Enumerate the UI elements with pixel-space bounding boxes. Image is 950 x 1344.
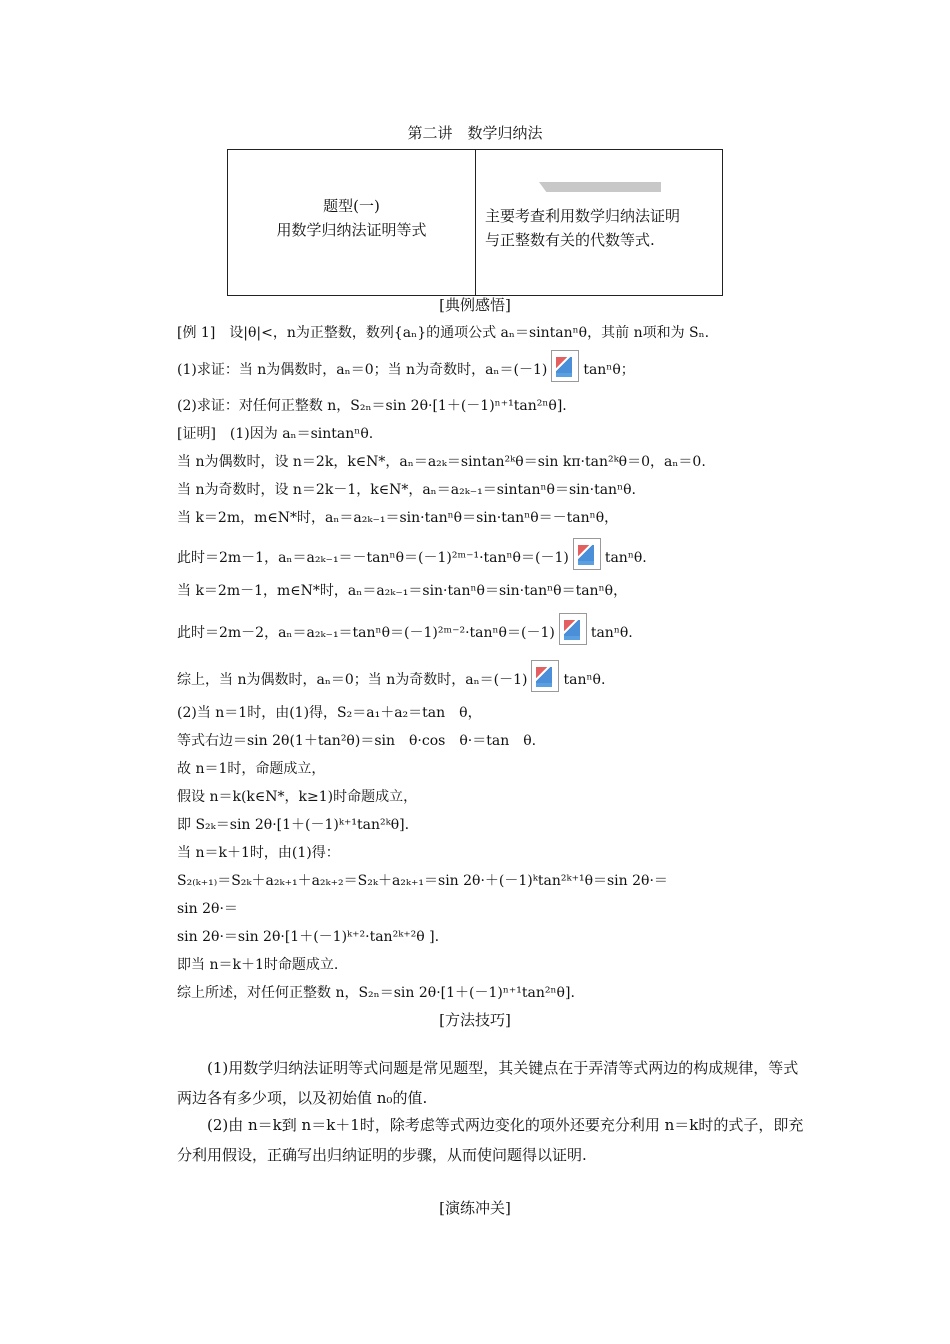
proof-part-2-step-formula-3: sin 2θ·＝sin 2θ·[1＋(－1)ᵏ⁺²·tan²ᵏ⁺²θ ]. (177, 929, 440, 945)
section-heading-examples: [典例感悟] (439, 296, 511, 314)
proof-line-case-k-even: 当 k＝2m，m∈N*时，aₙ＝a₂ₖ₋₁＝sin·tanⁿθ＝sin·tanⁿθ＝－tanⁿθ， (177, 510, 619, 526)
proof-line-case-k-odd: 当 k＝2m－1，m∈N*时，aₙ＝a₂ₖ₋₁＝sin·tanⁿθ＝sin·tanⁿθ＝tanⁿθ， (177, 583, 628, 599)
topic-description-cell (485, 204, 717, 252)
part-1-statement (177, 350, 635, 382)
proof-line-case-2-result (177, 613, 633, 645)
proof-part-2-hypothesis-formula: 即 S₂ₖ＝sin 2θ·[1＋(－1)ᵏ⁺¹tan²ᵏθ]. (177, 817, 410, 833)
example-statement: [例 1] 设|θ|<，n为正整数，数列{aₙ}的通项公式 aₙ＝sintanⁿθ，其前 n项和为 Sₙ. (177, 325, 710, 341)
proof-part-2-step-formula-1: S₂₍ₖ₊₁₎＝S₂ₖ＋a₂ₖ₊₁＋a₂ₖ₊₂＝S₂ₖ＋a₂ₖ₊₁＝sin 2θ·＋(－1)ᵏtan²ᵏ⁺¹θ＝sin 2θ·＝ (177, 873, 668, 889)
proof-line-case-2-text: 此时＝2m－2，aₙ＝a₂ₖ₋₁＝tanⁿθ＝(－1)²ᵐ⁻²·tanⁿθ＝(－1) (177, 625, 555, 641)
proof-line-even: 当 n为偶数时，设 n＝2k，k∈N*，aₙ＝a₂ₖ＝sintan²ᵏθ＝sin kπ·tan²ᵏθ＝0，aₙ＝0. (177, 454, 706, 470)
proof-line-odd: 当 n为奇数时，设 n＝2k－1，k∈N*，aₙ＝a₂ₖ₋₁＝sintanⁿθ＝sin·tanⁿθ. (177, 482, 637, 498)
part-2-statement: (2)求证：对任何正整数 n，S₂ₙ＝sin 2θ·[1＋(－1)ⁿ⁺¹tan²ⁿθ]. (177, 398, 567, 414)
broken-image-icon (531, 660, 559, 692)
broken-image-icon (573, 538, 601, 570)
broken-image-icon (551, 350, 579, 382)
page-title: 第二讲 数学归纳法 (407, 124, 543, 142)
topic-description-line-1: 主要考查利用数学归纳法证明 (485, 207, 681, 225)
proof-part-2-hypothesis: 假设 n＝k(k∈N*，k≥1)时命题成立， (177, 789, 418, 805)
section-heading-practice: [演练冲关] (439, 1199, 511, 1217)
proof-part-2-step-holds: 即当 n＝k＋1时命题成立. (177, 957, 339, 973)
method-paragraph-1: (1)用数学归纳法证明等式问题是常见题型，其关键点在于弄清等式两边的构成规律，等式两边各有多少项，以及初始值 n₀的值. (177, 1059, 799, 1107)
proof-part-2-base-holds: 故 n＝1时，命题成立， (177, 761, 326, 777)
proof-summary-1-text: 综上，当 n为偶数时，aₙ＝0；当 n为奇数时，aₙ＝(－1) (177, 672, 528, 688)
decorative-bar (539, 182, 661, 192)
part-1-text: (1)求证：当 n为偶数时，aₙ＝0；当 n为奇数时，aₙ＝(－1) (177, 362, 548, 378)
topic-type-name: 用数学归纳法证明等式 (276, 221, 427, 239)
broken-image-icon (559, 613, 587, 645)
proof-part-2-step-formula-2: sin 2θ·＝ (177, 901, 238, 917)
topic-type-label: 题型(一) (323, 197, 380, 215)
box-divider (475, 150, 476, 295)
section-heading-method: [方法技巧] (439, 1011, 511, 1029)
proof-line-case-1-text: 此时＝2m－1，aₙ＝a₂ₖ₋₁＝－tanⁿθ＝(－1)²ᵐ⁻¹·tanⁿθ＝(－1) (177, 550, 569, 566)
proof-start: [证明] (1)因为 aₙ＝sintanⁿθ. (177, 426, 374, 442)
method-paragraph-2: (2)由 n＝k到 n＝k＋1时，除考虑等式两边变化的项外还要充分利用 n＝k时的式子，即充分利用假设，正确写出归纳证明的步骤，从而使问题得以证明. (177, 1116, 804, 1164)
proof-summary-1 (177, 660, 605, 692)
proof-part-2-step: 当 n＝k＋1时，由(1)得： (177, 845, 340, 861)
topic-description-line-2: 与正整数有关的代数等式. (485, 231, 655, 249)
proof-conclusion: 综上所述，对任何正整数 n，S₂ₙ＝sin 2θ·[1＋(－1)ⁿ⁺¹tan²ⁿθ]. (177, 985, 575, 1001)
part-1-tail: tanⁿθ； (583, 362, 635, 378)
proof-summary-1-tail: tanⁿθ. (563, 672, 606, 688)
proof-part-2-rhs: 等式右边＝sin 2θ(1＋tan²θ)＝sin θ·cos θ·＝tan θ. (177, 733, 537, 749)
proof-line-case-1-result (177, 538, 647, 570)
proof-line-case-2-tail: tanⁿθ. (590, 625, 633, 641)
topic-type-cell (228, 194, 475, 242)
topic-box (227, 149, 723, 296)
proof-part-2-base: (2)当 n＝1时，由(1)得，S₂＝a₁＋a₂＝tan θ， (177, 705, 482, 721)
proof-line-case-1-tail: tanⁿθ. (604, 550, 647, 566)
